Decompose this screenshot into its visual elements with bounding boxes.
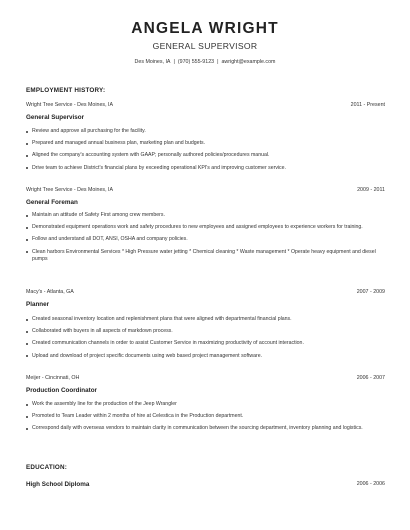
list-item: Prepared and managed annual business plan, marketing plan and budgets. (26, 140, 390, 148)
job-duties-list (26, 128, 390, 177)
job-employer: Macy's - Atlanta, GA (26, 289, 74, 295)
job-employer: Meijer - Cincinnati, OH (26, 375, 80, 381)
job-meta (26, 187, 385, 193)
contact-separator: | (173, 59, 175, 65)
education-heading: EDUCATION: (26, 464, 68, 471)
list-item: Created communication channels in order to assist Customer Service in maximizing productivity of account interaction. (26, 340, 390, 348)
employment-heading: EMPLOYMENT HISTORY: (26, 87, 106, 94)
job-duties-list (26, 401, 390, 438)
list-item: Collaborated with buyers in all aspects of markdown process. (26, 328, 390, 336)
job-title: Production Coordinator (26, 387, 98, 394)
job-title: Planner (26, 301, 50, 308)
candidate-title: GENERAL SUPERVISOR (152, 41, 258, 51)
job-dates: 2006 - 2007 (356, 375, 385, 381)
contact-location: Des Moines, IA (134, 59, 171, 65)
list-item: Aligned the company's accounting system with GAAP; personally authored policies/procedures manual. (26, 152, 390, 160)
list-item: Maintain an attitude of Safety First among crew members. (26, 212, 390, 220)
job-meta (26, 102, 385, 108)
education-dates: 2006 - 2006 (356, 481, 385, 487)
job-employer: Wright Tree Service - Des Moines, IA (26, 187, 114, 193)
job-dates: 2011 - Present (350, 102, 385, 108)
list-item: Follow and understand all DOT, ANSI, OSHA and company policies. (26, 236, 390, 244)
job-meta (26, 289, 385, 295)
education-entry (26, 481, 385, 488)
list-item: Review and approve all purchasing for the facility. (26, 128, 390, 136)
job-title: General Foreman (26, 199, 78, 206)
education-degree: High School Diploma (26, 481, 90, 488)
list-item: Created seasonal inventory location and replenishment plans that were aligned with departmental financial plans. (26, 316, 390, 324)
contact-line (0, 59, 410, 65)
contact-email[interactable]: awright@example.com (221, 59, 276, 65)
list-item: Drive team to achieve District's financial plans by exceeding operational KPI's and improving customer service. (26, 165, 390, 173)
job-employer: Wright Tree Service - Des Moines, IA (26, 102, 114, 108)
list-item: Demonstrated equipment operations work and safety procedures to new employees and assigned employees to experience workers for training. (26, 224, 390, 232)
list-item: Clean harbors Environmental Services * High Pressure water jetting * Chemical cleaning * Waste management * Operate heavy equipment and diesel pumps (26, 249, 390, 264)
job-dates: 2009 - 2011 (357, 187, 385, 193)
candidate-name: ANGELA WRIGHT (131, 20, 279, 37)
list-item: Promoted to Team Leader within 2 months of hire at Celestica in the Production department. (26, 413, 390, 421)
job-meta (26, 375, 385, 381)
job-dates: 2007 - 2009 (356, 289, 385, 295)
list-item: Work the assembly line for the production of the Jeep Wrangler (26, 401, 390, 409)
job-duties-list (26, 316, 390, 365)
job-title: General Supervisor (26, 114, 85, 121)
list-item: Correspond daily with overseas vendors to maintain clarity in communication between the sourcing department, inventory planning and logistics. (26, 425, 390, 433)
contact-separator: | (217, 59, 219, 65)
contact-phone: (970) 555-9123 (177, 59, 215, 65)
list-item: Upload and download of project specific documents using web based project management software. (26, 353, 390, 361)
job-duties-list (26, 212, 390, 268)
